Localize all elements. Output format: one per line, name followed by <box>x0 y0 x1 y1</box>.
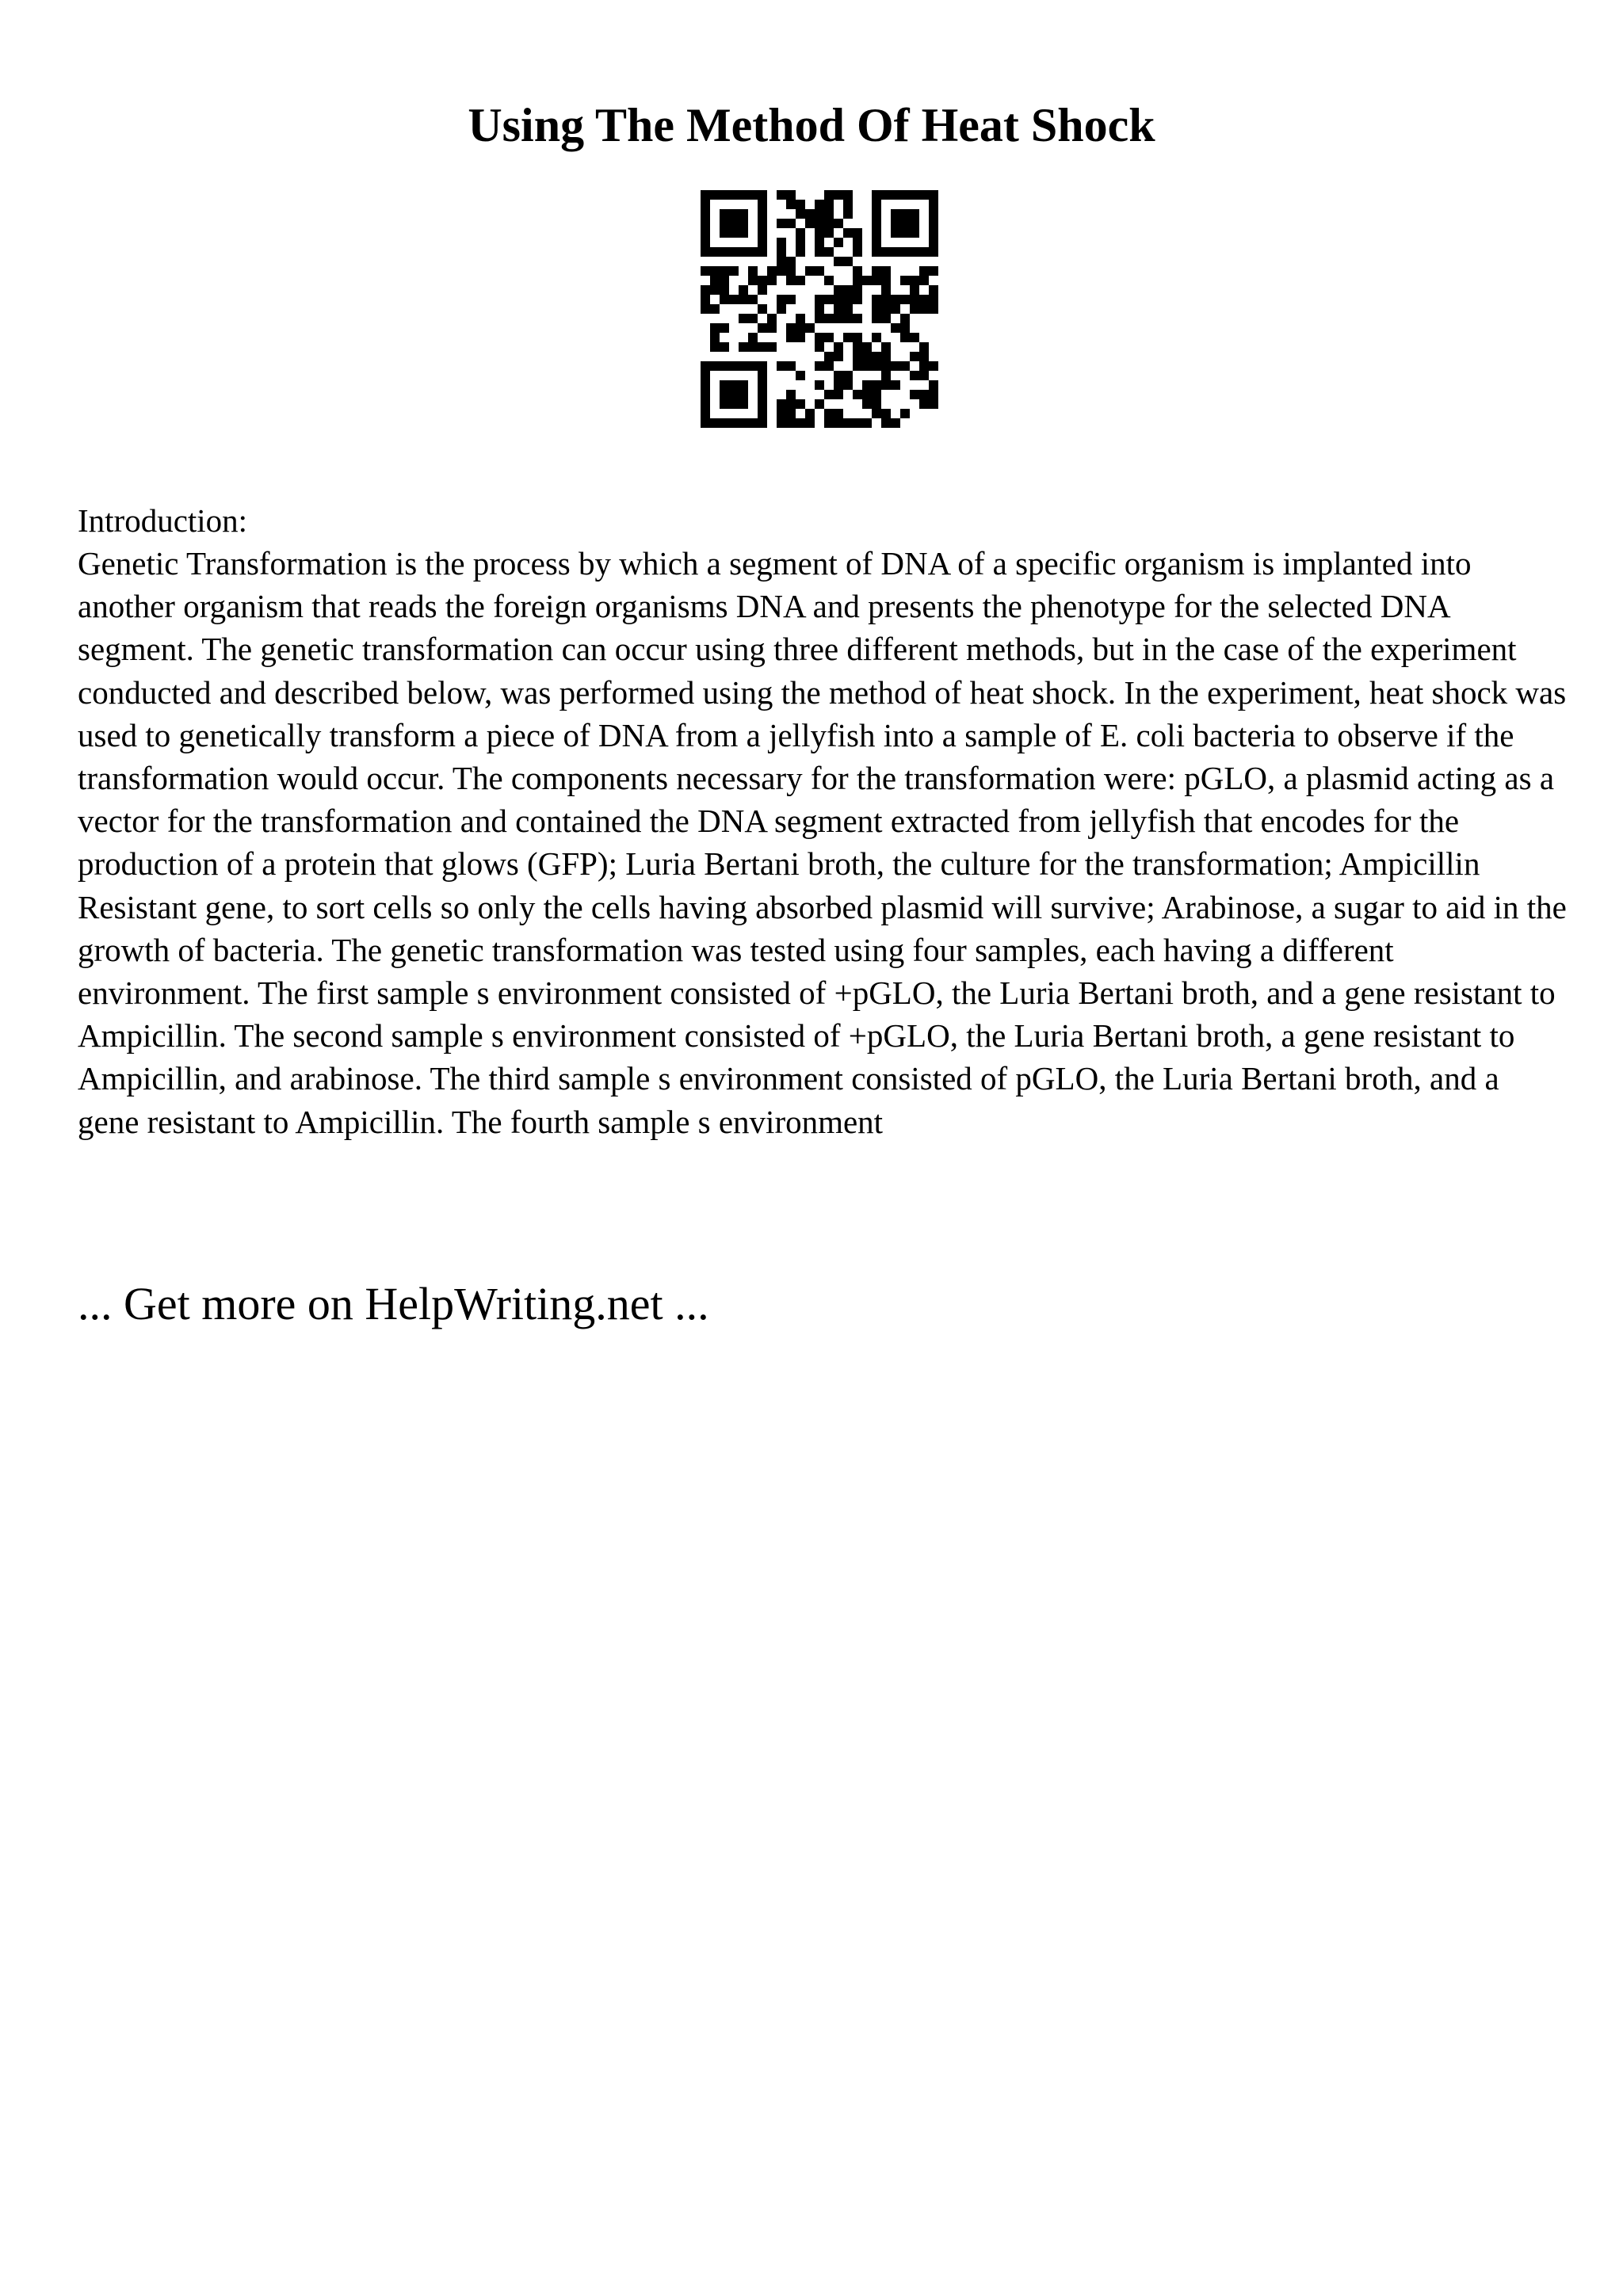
qr-code-icon[interactable] <box>701 190 938 428</box>
get-more-link[interactable]: ... Get more on HelpWriting.net ... <box>78 1278 709 1329</box>
document-title: Using The Method Of Heat Shock <box>468 99 1155 151</box>
body-paragraph: Genetic Transformation is the process by which a segment of DNA of a specific organism is implanted into another organism that reads the foreign organisms DNA and presents the phenotype for the selected DNA segment. The genetic transformation can occur using three different methods, but in the case of the experiment conducted and described below, was performed using the method of heat shock. In the experiment, heat shock was used to genetically transform a piece of DNA from a jellyfish into a sample of E. coli bacteria to observe if the transformation would occur. The components necessary for the transformation were: pGLO, a plasmid acting as a vector for the transformation and contained the DNA segment extracted from jellyfish that encodes for the production of a protein that glows (GFP); Luria Bertani broth, the culture for the transformation; Ampicillin Resistant gene, to sort cells so only the cells having absorbed plasmid will survive; Arabinose, a sugar to aid in the growth of bacteria. The genetic transformation was tested using four samples, each having a different environment. The first sample s environment consisted of +pGLO, the Luria Bertani broth, and a gene resistant to Ampicillin. The second sample s environment consisted of +pGLO, the Luria Bertani broth, a gene resistant to Ampicillin, and arabinose. The third sample s environment consisted of pGLO, the Luria Bertani broth, and a gene resistant to Ampicillin. The fourth sample s environment <box>78 545 1567 1140</box>
intro-heading: Introduction: <box>78 502 248 539</box>
